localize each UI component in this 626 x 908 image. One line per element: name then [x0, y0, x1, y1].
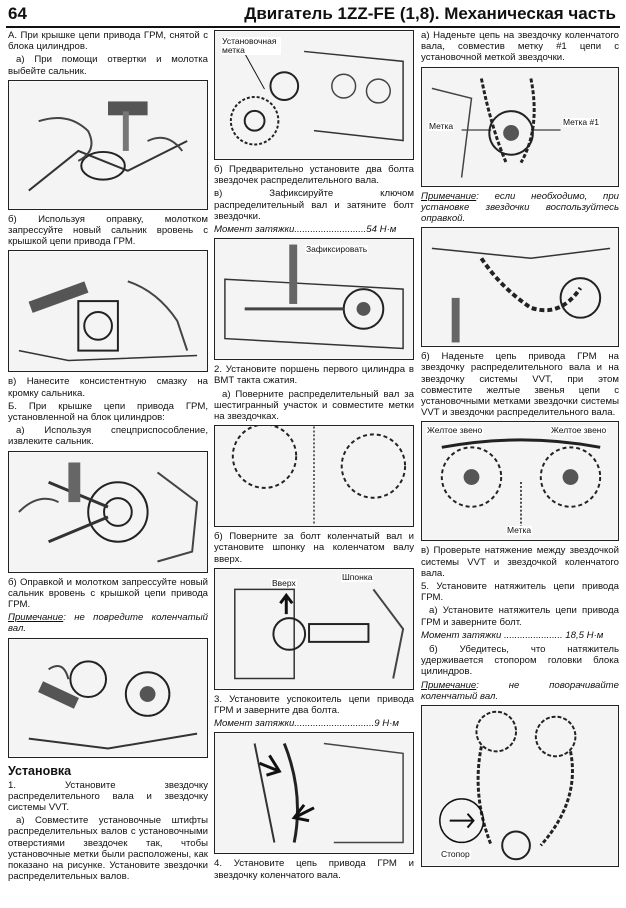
note-text: : не повредите коленчатый вал.: [8, 612, 208, 635]
note-label: Примечание: [8, 612, 64, 624]
note-mandrel: [421, 191, 619, 225]
figure-yellow-links: [421, 421, 619, 541]
figure-label-mark: Метка: [429, 120, 454, 131]
figure-tensioner-stopper: [421, 705, 619, 867]
figure-label-key: Шпонка: [342, 571, 373, 582]
step-3-damper: 3. Установите успокоитель цепи привода ГРМ и заверните два болта.: [214, 693, 414, 717]
step-5b-verify: б) Убедитесь, что натяжитель удерживается стопором головки блока цилиндров.: [421, 644, 619, 678]
figure-label-yellow-link-right: Желтое звено: [551, 425, 607, 436]
step-2-tdc: 2. Установите поршень первого цилиндра в ВМТ такта сжатия.: [214, 364, 414, 387]
figure-press-seal: [8, 250, 208, 372]
figure-label-stopper: Стопор: [441, 849, 470, 860]
step-5-tensioner: 5. Установите натяжитель цепи привода ГРМ.: [421, 581, 619, 604]
section-b-title: Б. При крышке цепи привода ГРМ, установленной на блок цилиндров:: [8, 400, 208, 424]
figure-fix-camshaft: [214, 238, 414, 360]
step-b-chain-vvt: б) Наденьте цепь привода ГРМ на звездочку распределительного вала и на звездочку системы VVT, при этом совместите желтые звенья цепи с установочными метками звездочки системы VVT и звездочки распределительного вала.: [421, 351, 619, 419]
figure-chain-crank-mark: [421, 67, 619, 187]
column-right: [421, 30, 619, 871]
figure-camshaft-sprocket: [214, 30, 414, 160]
figure-label-yellow-link-left: Желтое звено: [427, 425, 483, 436]
figure-oil-seal-press-installed: [8, 638, 208, 758]
figure-hammer-seal-removal: [8, 80, 208, 210]
step-5a-install: а) Установите натяжитель цепи привода ГРМ и заверните болт.: [421, 605, 619, 628]
page-header: [6, 4, 620, 28]
figure-label-up: Вверх: [272, 577, 296, 588]
page-title: Двигатель 1ZZ-FE (1,8). Механическая часть: [244, 4, 616, 23]
install-step-1a: а) Совместите установочные штифты распределительных валов с установочными отверстиями звездочек так, чтобы установочные метки были расположены, как показано на рисунке. Установите звездочки распределительных валов.: [8, 815, 208, 883]
page-number: 64: [8, 4, 27, 23]
torque-spec-1: Момент затяжки...........................54 Н·м: [214, 224, 397, 236]
torque-spec-2: Момент затяжки..............................9 Н·м: [214, 718, 400, 730]
figure-chain-damper: [214, 732, 414, 854]
step-2a-align: а) Поверните распределительный вал за шестигранный участок и совместите метки на звездочках.: [214, 388, 414, 423]
figure-label-mark-bottom: Метка: [507, 525, 532, 536]
section-b-step-b: б) Оправкой и молотком запрессуйте новый сальник вровень с крышкой цепи привода ГРМ.: [8, 576, 208, 611]
note-label: Примечание: [421, 190, 477, 202]
note-text: : если необходимо, при установке звездочки воспользуйтесь оправкой.: [421, 190, 619, 225]
note-no-rotate: [421, 680, 619, 702]
step-b-bolts: б) Предварительно установите два болта звездочек распределительного вала.: [214, 164, 414, 187]
figure-chain-camshaft: [421, 227, 619, 347]
step-4-chain: 4. Установите цепь привода ГРМ и звездочку коленчатого вала.: [214, 858, 414, 881]
column-left: [8, 30, 208, 884]
step-c-tighten: в) Зафиксируйте ключом распределительный вал и затяните болт звездочки.: [214, 188, 414, 222]
note-label: Примечание: [421, 679, 477, 691]
section-a-step-c: в) Нанесите консистентную смазку на кромку сальника.: [8, 376, 208, 399]
note-text: : не поворачивайте коленчатый вал.: [421, 679, 619, 702]
column-middle: [214, 30, 414, 883]
section-b-step-a: а) Используя спецприспособление, извлеките сальник.: [8, 425, 208, 448]
section-a-step-b: б) Используя оправку, молотком запрессуйте новый сальник вровень с крышкой цепи привода ГРМ.: [8, 213, 208, 248]
section-a-step-a: а) При помощи отвертки и молотка выбейте сальник.: [8, 54, 208, 77]
figure-sprocket-marks: [214, 425, 414, 527]
step-2b-crankshaft: б) Поверните за болт коленчатый вал и установите шпонку на коленчатом валу вверх.: [214, 531, 414, 565]
figure-label-fix: Зафиксировать: [306, 244, 368, 255]
step-c-tension: в) Проверьте натяжение между звездочкой системы VVT и звездочкой коленчатого вала.: [421, 545, 619, 579]
section-a-title: А. При крышке цепи привода ГРМ, снятой с блока цилиндров.: [8, 30, 208, 53]
install-heading: Установка: [8, 763, 72, 778]
step-a-chain-crank: а) Наденьте цепь на звездочку коленчатого вала, совместив метку #1 цепи с установочной меткой звездочки.: [421, 30, 619, 64]
note-crankshaft: [8, 612, 208, 634]
install-step-1: 1. Установите звездочку распределительного вала и звездочку системы VVT.: [8, 779, 208, 814]
figure-label-mark-1: Метка #1: [563, 116, 599, 127]
figure-crankshaft-key: [214, 568, 414, 690]
torque-spec-3: Момент затяжки ...................... 18,5 Н·м: [421, 629, 604, 641]
figure-seal-puller: [8, 451, 208, 573]
figure-label-timing-mark: Установочная метка: [221, 37, 281, 55]
